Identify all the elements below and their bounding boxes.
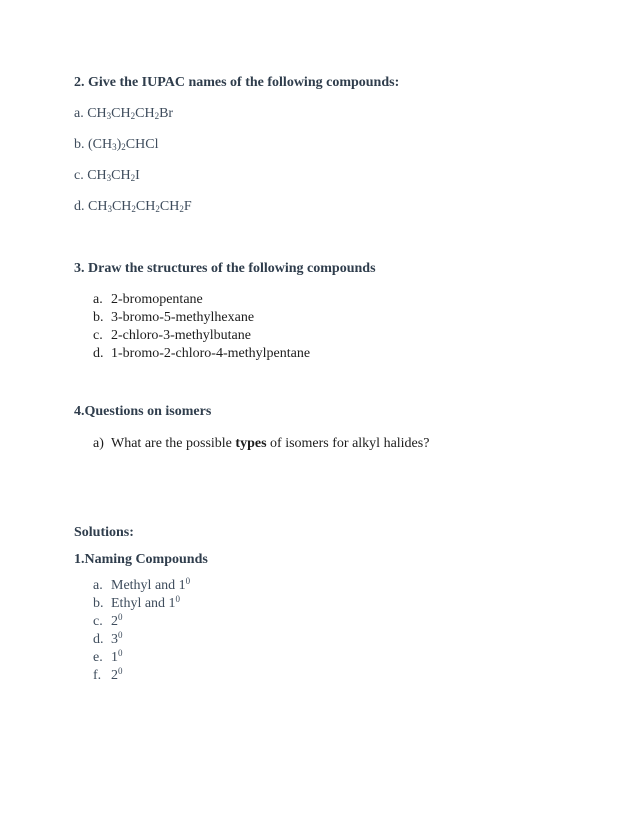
solution-item-e (93, 650, 123, 666)
q3-item-a-marker: a. (93, 292, 103, 307)
formula-part: CHCl (125, 137, 159, 152)
q3-item-b (93, 310, 254, 326)
q3-item-b-text: 3-bromo-5-methylhexane (111, 310, 255, 325)
q2-item-a (74, 106, 173, 122)
formula-subscript: 2 (154, 111, 160, 121)
q2-item-b (74, 137, 158, 153)
q3-item-c-marker: c. (93, 328, 103, 343)
q2-item-d-formula (88, 199, 192, 214)
formula-part: CH (111, 168, 131, 183)
q4-heading: 4.Questions on isomers (74, 404, 212, 419)
formula-subscript: 3 (107, 204, 112, 214)
formula-subscript: 2 (179, 204, 184, 214)
q3-item-d-marker: d. (93, 346, 104, 361)
q2-heading: 2. Give the IUPAC names of the following compounds: (74, 75, 400, 90)
solutions-subheading: 1.Naming Compounds (74, 552, 208, 567)
solution-item-f-text: 2 (111, 668, 118, 683)
q3-item-c-text: 2-chloro-3-methylbutane (111, 328, 251, 343)
q4-item-a-text-before: What are the possible (111, 436, 236, 451)
q4-item-a-marker: a) (93, 436, 104, 451)
q4-item-a-bold: types (235, 436, 267, 451)
formula-subscript: 3 (106, 111, 112, 121)
formula-subscript: 2 (131, 204, 136, 214)
q4-item-a-text-after: of isomers for alkyl halides? (266, 436, 430, 451)
q2-item-d (74, 199, 192, 215)
formula-subscript: 2 (130, 111, 136, 121)
solution-item-a-text: Methyl and 1 (111, 578, 186, 593)
solution-item-d (93, 632, 123, 648)
formula-part: CH (111, 199, 132, 214)
solution-item-a (93, 578, 190, 594)
formula-part: ) (116, 137, 122, 152)
solution-item-f (93, 668, 123, 684)
solution-item-b-text: Ethyl and 1 (111, 596, 176, 611)
q2-item-b-prefix: b. (74, 137, 88, 152)
formula-part: CH (135, 106, 155, 121)
formula-part: CH (135, 199, 156, 214)
formula-part: CH (159, 199, 180, 214)
solution-item-c (93, 614, 123, 630)
formula-part: CH (87, 168, 107, 183)
q4-item-a (93, 436, 429, 452)
solution-item-f-marker: f. (93, 668, 102, 683)
formula-subscript: 2 (121, 142, 126, 152)
formula-part: CH (88, 199, 108, 214)
solution-item-d-text: 3 (111, 632, 118, 647)
formula-part: CH (87, 106, 107, 121)
q2-item-b-formula (88, 137, 158, 152)
formula-subscript: 3 (106, 173, 112, 183)
solution-item-f-sup: 0 (118, 666, 123, 676)
solution-item-a-marker: a. (93, 578, 103, 593)
formula-part: Br (159, 106, 174, 121)
q2-item-c-formula (87, 168, 140, 183)
formula-part: CH (111, 106, 131, 121)
q2-item-a-formula (87, 106, 173, 121)
solution-item-a-sup: 0 (185, 576, 191, 586)
formula-part: I (135, 168, 140, 183)
solution-item-c-sup: 0 (118, 612, 123, 622)
solution-item-e-text: 1 (111, 650, 118, 665)
solution-item-c-text: 2 (111, 614, 118, 629)
solutions-heading: Solutions: (74, 525, 134, 540)
q2-item-a-prefix: a. (74, 106, 88, 121)
formula-subscript: 2 (155, 204, 160, 214)
solution-item-e-sup: 0 (118, 648, 123, 658)
solution-item-b (93, 596, 180, 612)
solution-item-b-marker: b. (93, 596, 104, 611)
q2-item-c-prefix: c. (74, 168, 88, 183)
q3-item-b-marker: b. (93, 310, 104, 325)
solution-item-e-marker: e. (93, 650, 103, 665)
q3-item-d-text: 1-bromo-2-chloro-4-methylpentane (111, 346, 311, 361)
formula-subscript: 2 (130, 173, 136, 183)
solution-item-d-sup: 0 (118, 630, 123, 640)
solution-item-d-marker: d. (93, 632, 104, 647)
q3-item-c (93, 328, 251, 344)
q3-heading: 3. Draw the structures of the following compounds (74, 261, 376, 276)
formula-part: F (183, 199, 192, 214)
q2-item-d-prefix: d. (74, 199, 88, 214)
q3-item-a-text: 2-bromopentane (111, 292, 203, 307)
solution-item-c-marker: c. (93, 614, 103, 629)
solution-item-b-sup: 0 (175, 594, 181, 604)
formula-subscript: 3 (112, 142, 117, 152)
q2-item-c (74, 168, 140, 184)
q3-item-d (93, 346, 310, 362)
q3-item-a (93, 292, 203, 308)
formula-part: (CH (88, 137, 113, 152)
